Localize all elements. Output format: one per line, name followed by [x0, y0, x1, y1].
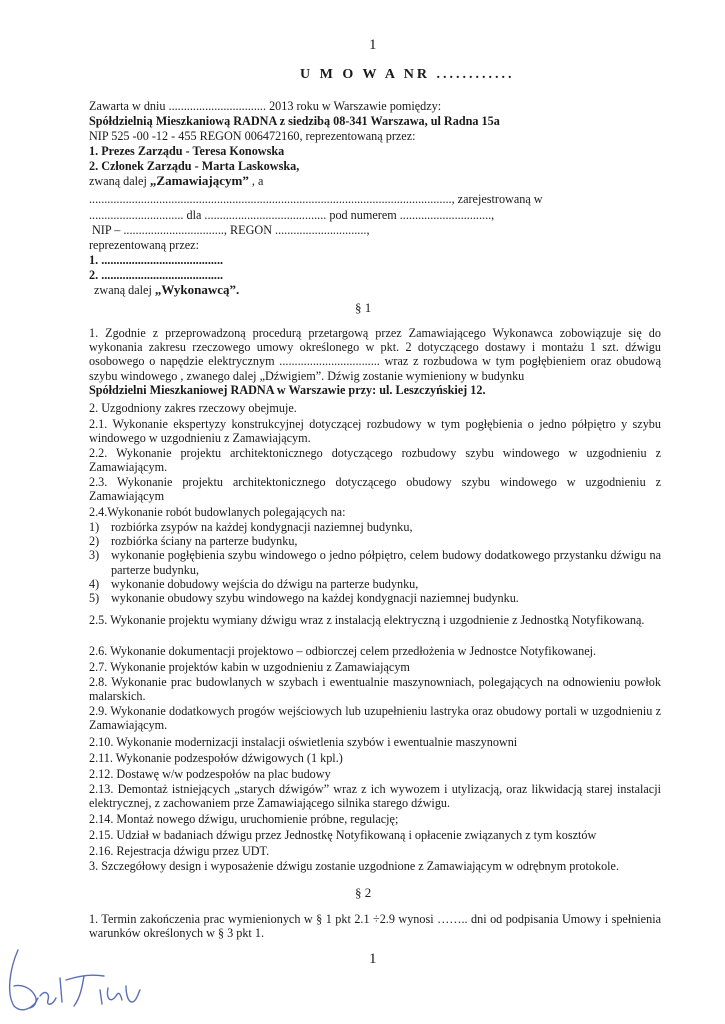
section-1-point-3: 3. Szczegółowy design i wyposażenie dźwigu zostanie uzgodnione z Zamawiającym w odrębnym protokole.	[89, 859, 620, 873]
handwritten-initials-signature	[0, 938, 160, 1018]
page-number-bottom: 1	[369, 951, 377, 967]
list-item: 1) rozbiórka zsypów na każdej kondygnacji naziemnej budynku,	[89, 520, 413, 534]
section-1-point-2-3: 2.3. Wykonanie projektu architektonicznego dotyczącego obudowy szybu windowego w uzgodnieniu z Zamawiającym	[89, 475, 661, 504]
header-register-blank: ............................... dla ........................................ pod numerem ..............................,	[89, 208, 495, 222]
section-1-works-list	[89, 520, 661, 605]
section-1-point-2-14: 2.14. Montaż nowego dźwigu, uruchomienie próbne, regulację;	[89, 812, 399, 826]
section-1-heading: § 1	[355, 300, 372, 315]
section-1-point-2-6: 2.6. Wykonanie dokumentacji projektowo – odbiorczej celem przedłożenia w Jednostce Notyfikowanej.	[89, 644, 597, 658]
section-2-para-1: 1. Termin zakończenia prac wymienionych w § 1 pkt 2.1 ÷2.9 wynosi …….. dni od podpisania Umowy i spełnienia warunków określonych w § 3 pkt 1.	[89, 912, 661, 941]
section-1-point-2-7: 2.7. Wykonanie projektów kabin w uzgodnieniu z Zamawiającym	[89, 660, 410, 674]
section-1-point-2-1: 2.1. Wykonanie ekspertyzy konstrukcyjnej dotyczącej rozbudowy w tym pogłębienia o jedno półpiętro y szybu windowego w uzgodnieniu z Zamawiającym.	[89, 417, 661, 446]
list-item: 3) wykonanie pogłębienia szybu windowego o jedno półpiętro, celem budowy dodatkowego przystanku dźwigu na parterze budynku,	[89, 548, 661, 577]
document-title: U M O W A NR ............	[300, 67, 515, 82]
section-1-point-2-12: 2.12. Dostawę w/w podzespołów na plac budowy	[89, 767, 331, 781]
section-1-point-2-8: 2.8. Wykonanie prac budowlanych w szybach i ewentualnie maszynowniach, polegających na odnowieniu powłok malarskich.	[89, 675, 661, 704]
header-rep-2: 2. Członek Zarządu - Marta Laskowska,	[89, 159, 300, 173]
section-2-heading: § 2	[355, 885, 372, 900]
list-item: 4) wykonanie dobudowy wejścia do dźwigu na parterze budynku,	[89, 576, 419, 591]
section-1-point-2-2: 2.2. Wykonanie projektu architektonicznego dotyczącego rozbudowy szybu windowego w uzgodnieniu z Zamawiającym.	[89, 446, 661, 475]
header-contractor-rep-2: 2. ........................................	[89, 268, 224, 282]
header-rep-1: 1. Prezes Zarządu - Teresa Konowska	[89, 144, 285, 158]
section-1-point-2-11: 2.11. Wykonanie podzespołów dźwigowych (1 kpl.)	[89, 751, 343, 765]
list-item: 2) rozbiórka ściany na parterze budynku,	[89, 534, 298, 549]
wykonawca-term: „Wykonawcą”.	[154, 282, 240, 297]
section-1-point-2-13: 2.13. Demontaż istniejących „starych dźwigów” wraz z ich wywozem i utylizacją, oraz likwidacją starej instalacji elektrycznej, z zachowaniem prze Zamawiającego silnika starego dźwigu.	[89, 782, 661, 811]
header-zamawiajacy-line: zwaną dalej „Zamawiającym” , a	[89, 173, 264, 188]
section-1-point-2-9: 2.9. Wykonanie dodatkowych progów wejściowych lub uzupełnieniu lastryka oraz obudowy portali w uzgodnieniu z Zamawiającym.	[89, 704, 661, 733]
section-1-building-address: Spółdzielni Mieszkaniowej RADNA w Warszawie przy: ul. Leszczyńskiej 12.	[89, 382, 486, 397]
section-1-point-2-15: 2.15. Udział w badaniach dźwigu przez Jednostkę Notyfikowaną i opłacenie związanych z tym kosztów	[89, 828, 597, 842]
section-1-point-2-10: 2.10. Wykonanie modernizacji instalacji oświetlenia szybów i ewentualnie maszynowni	[89, 735, 518, 749]
header-contractor-rep-1: 1. ........................................	[89, 253, 224, 267]
header-represented-by: reprezentowaną przez:	[89, 238, 199, 252]
header-party-ids: NIP 525 -00 -12 - 455 REGON 006472160, reprezentowaną przez:	[89, 129, 416, 143]
section-1-point-2: 2. Uzgodniony zakres rzeczowy obejmuje.	[89, 401, 297, 415]
header-date-line: Zawarta w dniu ................................ 2013 roku w Warszawie pomiędzy:	[89, 99, 442, 113]
header-contractor-blank: ......................................................................................................................., zarejestrowaną w	[89, 192, 543, 206]
section-1-point-2-5: 2.5. Wykonanie projektu wymiany dźwigu wraz z instalacją elektryczną i uzgodnienie z Jednostką Notyfikowaną.	[89, 613, 645, 627]
header-party-name: Spółdzielnią Mieszkaniową RADNA z siedzibą 08-341 Warszawa, ul Radna 15a	[89, 114, 500, 128]
header-nip-regon-blank: NIP – ................................., REGON ..............................,	[92, 223, 370, 237]
header-wykonawca-line: zwaną dalej „Wykonawcą”.	[94, 282, 240, 297]
section-1-point-2-16: 2.16. Rejestracja dźwigu przez UDT.	[89, 844, 270, 858]
page-number-top: 1	[369, 37, 377, 53]
section-1-para-1: 1. Zgodnie z przeprowadzoną procedurą przetargową przez Zamawiającego Wykonawca zobowiązuje się do wykonania zakresu rzeczowego umowy określonego w pkt. 2 dotyczącego dostawy i montażu 1 szt. dźwigu osobowego o napędzie elektrycznym ................................. wraz z rozbudowa w tym pogłębieniem oraz obudową szybu windowego , zwanego dalej „Dźwigiem”. Dźwig zostanie wymieniony w budynku Spółdzielni Mieszkaniowej RADNA w Warszawie przy: ul. Leszczyńskiej 12.	[89, 326, 661, 397]
zamawiajacy-term: „Zamawiającym”	[149, 173, 249, 188]
section-1-point-2-4: 2.4.Wykonanie robót budowlanych polegających na:	[89, 505, 346, 519]
list-item: 5) wykonanie obudowy szybu windowego na każdej kondygnacji naziemnej budynku.	[89, 591, 519, 606]
